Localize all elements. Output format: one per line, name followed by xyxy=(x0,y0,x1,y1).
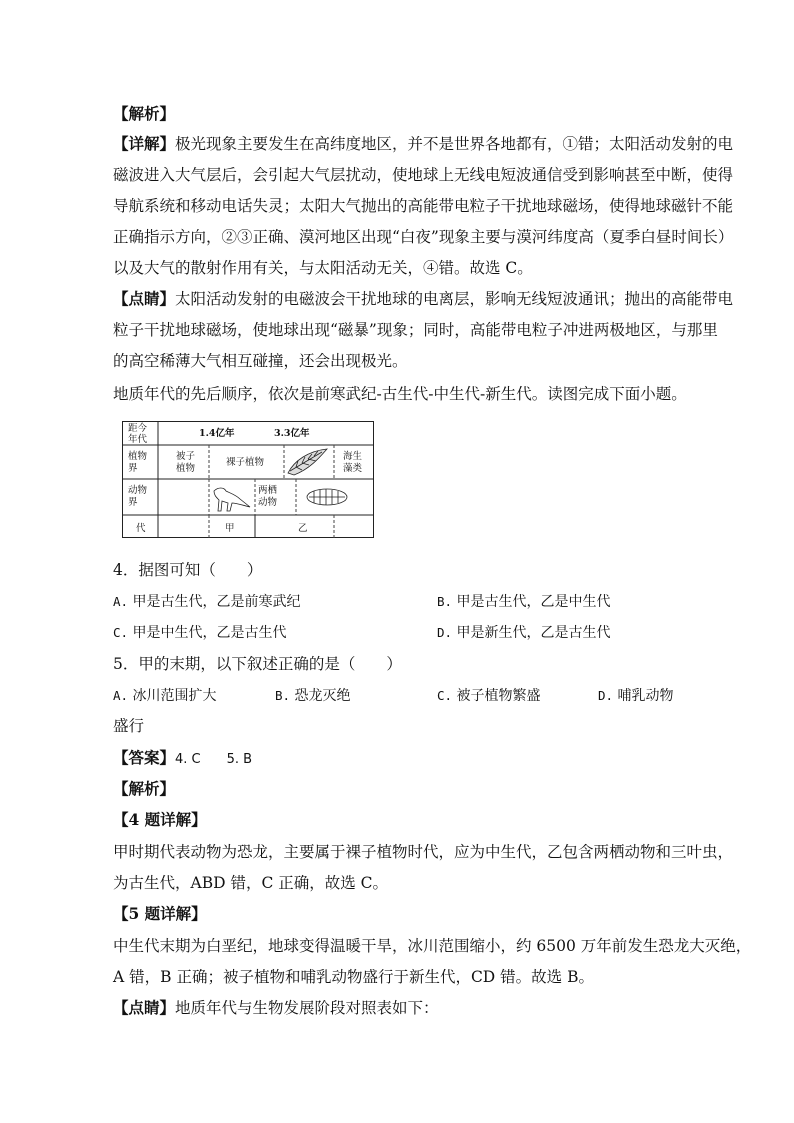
detail-text: 极光现象主要发生在高纬度地区，并不是世界各地都有，①错；太阳活动发射的电 xyxy=(175,135,734,153)
analysis-heading-2: 【解析】 xyxy=(113,779,176,798)
fern-icon xyxy=(288,449,327,475)
tip-line-2 xyxy=(113,998,439,1018)
q4-option-b xyxy=(437,592,611,612)
fig-plant-algae-2: 藻类 xyxy=(343,463,363,474)
option-letter: C. xyxy=(437,688,453,703)
q5-option-c xyxy=(437,686,541,706)
q5-option-b xyxy=(275,686,351,706)
q4-detail-line-2: 为古生代，ABD 错，C 正确，故选 C。 xyxy=(113,874,389,892)
q5-detail-line-2: A 错，B 正确；被子植物和哺乳动物盛行于新生代，CD 错。故选 B。 xyxy=(113,968,594,986)
q5-detail-line-1: 中生代末期为白垩纪，地球变得温暖干旱，冰川范围缩小，约 6500 万年前发生恐龙大灭绝， xyxy=(113,937,752,955)
option-text: 冰川范围扩大 xyxy=(132,688,217,704)
trilobite-icon xyxy=(307,489,347,505)
option-letter: A. xyxy=(113,594,129,609)
option-text: 哺乳动物 xyxy=(617,688,674,704)
detail-label: 【详解】 xyxy=(113,134,176,153)
intro-text: 地质年代的先后顺序，依次是前寒武纪-古生代-中生代-新生代。读图完成下面小题。 xyxy=(113,385,687,403)
q5-option-d-wrap: 盛行 xyxy=(113,717,145,735)
fig-plant-angiosperm-2: 植物 xyxy=(176,463,196,474)
fig-row-head-era: 代 xyxy=(136,523,146,534)
option-text: 甲是中生代，乙是古生代 xyxy=(132,625,287,641)
option-letter: B. xyxy=(437,594,453,609)
tip-paragraph-line-2: 粒子干扰地球磁场，使地球出现“磁暴”现象；同时，高能带电粒子冲进两极地区，与那里 xyxy=(113,321,718,339)
tip-text-2: 地质年代与生物发展阶段对照表如下： xyxy=(175,999,439,1017)
detail-paragraph-line-1 xyxy=(113,134,733,154)
q5-option-d xyxy=(598,686,674,706)
option-text: 恐龙灭绝 xyxy=(294,688,351,704)
fig-age-1: 1.4亿年 xyxy=(199,428,235,439)
q4-option-d xyxy=(437,623,611,643)
fig-plant-gymnosperm: 裸子植物 xyxy=(226,457,265,468)
q4-option-c xyxy=(113,623,287,643)
tip-paragraph-line-3: 的高空稀薄大气相互碰撞，还会出现极光。 xyxy=(113,352,408,370)
q4-detail-line-1: 甲时期代表动物为恐龙，主要属于裸子植物时代，应为中生代，乙包含两栖动物和三叶虫， xyxy=(113,843,734,861)
q4-stem: 4．据图可知（ ） xyxy=(113,561,263,579)
fig-row-head-age-2: 年代 xyxy=(128,434,148,445)
q4-detail-heading: 【4 题详解】 xyxy=(113,810,207,829)
option-text: 被子植物繁盛 xyxy=(456,688,541,704)
tip-label-2: 【点睛】 xyxy=(113,998,176,1017)
fig-animal-amphibian-2: 动物 xyxy=(258,497,278,508)
fig-row-head-plant-1: 植物 xyxy=(128,451,148,462)
dinosaur-icon xyxy=(214,488,250,511)
tip-paragraph-line-1 xyxy=(113,289,733,309)
option-text: 甲是新生代，乙是古生代 xyxy=(456,625,611,641)
fig-row-head-animal-2: 界 xyxy=(128,497,138,508)
q5-option-a xyxy=(113,686,217,706)
answer-text: 4. C 5. B xyxy=(175,752,253,767)
fig-row-head-animal-1: 动物 xyxy=(128,485,148,496)
analysis-heading: 【解析】 xyxy=(113,104,176,123)
detail-paragraph-line-4: 正确指示方向，②③正确、漠河地区出现“白夜”现象主要与漠河纬度高（夏季白昼时间长） xyxy=(113,228,734,246)
q5-stem: 5．甲的末期，以下叙述正确的是（ ） xyxy=(113,655,402,673)
answer-line xyxy=(113,748,252,770)
option-letter: C. xyxy=(113,625,129,640)
option-letter: B. xyxy=(275,688,291,703)
fig-plant-angiosperm-1: 被子 xyxy=(176,451,196,462)
option-letter: D. xyxy=(437,625,453,640)
option-letter: A. xyxy=(113,688,129,703)
tip-label: 【点睛】 xyxy=(113,289,176,308)
fig-animal-amphibian-1: 两栖 xyxy=(258,485,278,496)
geologic-time-figure xyxy=(122,421,374,538)
fig-era-jia: 甲 xyxy=(225,523,235,534)
fig-row-head-plant-2: 界 xyxy=(128,463,138,474)
fig-row-head-age-1: 距今 xyxy=(128,423,148,434)
detail-paragraph-line-2: 磁波进入大气层后，会引起大气层扰动，使地球上无线电短波通信受到影响甚至中断，使得 xyxy=(113,166,734,184)
tip-text: 太阳活动发射的电磁波会干扰地球的电离层，影响无线短波通讯；抛出的高能带电 xyxy=(175,290,734,308)
detail-paragraph-line-3: 导航系统和移动电话失灵；太阳大气抛出的高能带电粒子干扰地球磁场，使得地球磁针不能 xyxy=(113,197,734,215)
detail-paragraph-line-5: 以及大气的散射作用有关，与太阳活动无关，④错。故选 C。 xyxy=(113,259,533,277)
answer-label: 【答案】 xyxy=(113,748,176,767)
option-text: 甲是古生代，乙是前寒武纪 xyxy=(132,594,301,610)
fig-plant-algae-1: 海生 xyxy=(343,451,363,462)
q4-option-a xyxy=(113,592,301,612)
option-text: 甲是古生代，乙是中生代 xyxy=(456,594,611,610)
fig-age-2: 3.3亿年 xyxy=(274,428,310,439)
fig-era-yi: 乙 xyxy=(298,523,308,534)
option-letter: D. xyxy=(598,688,614,703)
q5-detail-heading: 【5 题详解】 xyxy=(113,904,207,923)
